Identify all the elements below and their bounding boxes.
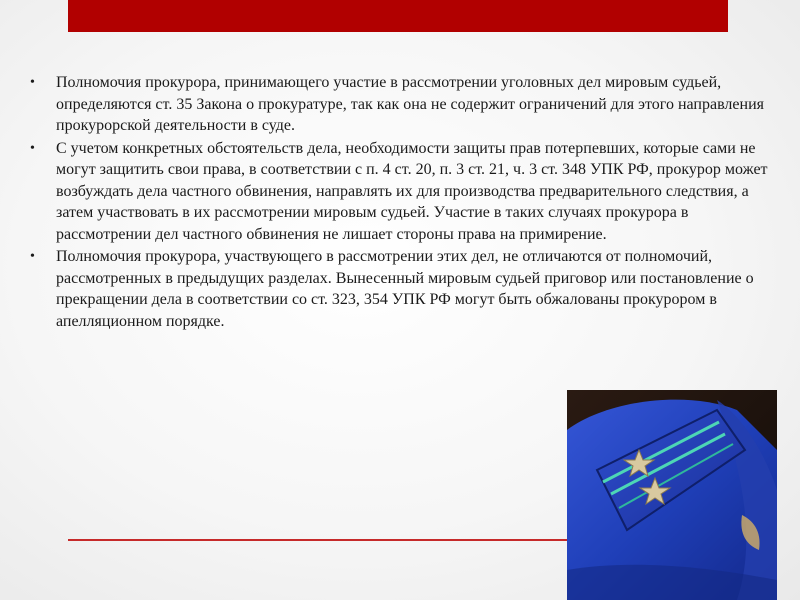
- bullet-item-1: [30, 72, 775, 137]
- bullet-marker: •: [30, 140, 35, 156]
- bullet-text-1: Полномочия прокурора, принимающего участие в рассмотрении уголовных дел мировым судьей, определяются ст. 35 Закона о прокуратуре, так как она не содержит ограничений для этого направления прокурорской деятельности в суде.: [56, 74, 764, 134]
- top-red-band: [68, 0, 728, 32]
- bullet-text-2: С учетом конкретных обстоятельств дела, необходимости защиты прав потерпевших, которые сами не могут защитить свои права, в соответствии с п. 4 ст. 20, п. 3 ст. 21, ч. 3 ст. 348 УПК РФ, прокурор может возбуждать дела частного обвинения, направлять их для производства предварительного следствия, а затем участвовать в их рассмотрении мировым судьей. Участие в таких случаях прокурора в рассмотрении дел частного обвинения не лишает стороны права на примирение.: [56, 139, 768, 243]
- bullet-text-3: Полномочия прокурора, участвующего в рассмотрении этих дел, не отличаются от полномочий, рассмотренных в предыдущих разделах. Вынесенный мировым судьей приговор или постановление о прекращении дела в соответствии со ст. 323, 354 УПК РФ могут быть обжалованы прокурором в апелляционном порядке.: [56, 248, 754, 330]
- bullet-marker: •: [30, 249, 35, 264]
- bullet-item-3: [30, 246, 775, 332]
- bullet-marker: •: [30, 75, 35, 90]
- uniform-illustration: [567, 390, 777, 600]
- bullet-item-2: [30, 138, 775, 246]
- bullet-list: [30, 72, 775, 333]
- bottom-red-rule: [68, 539, 613, 541]
- prosecutor-uniform-image: [567, 390, 777, 600]
